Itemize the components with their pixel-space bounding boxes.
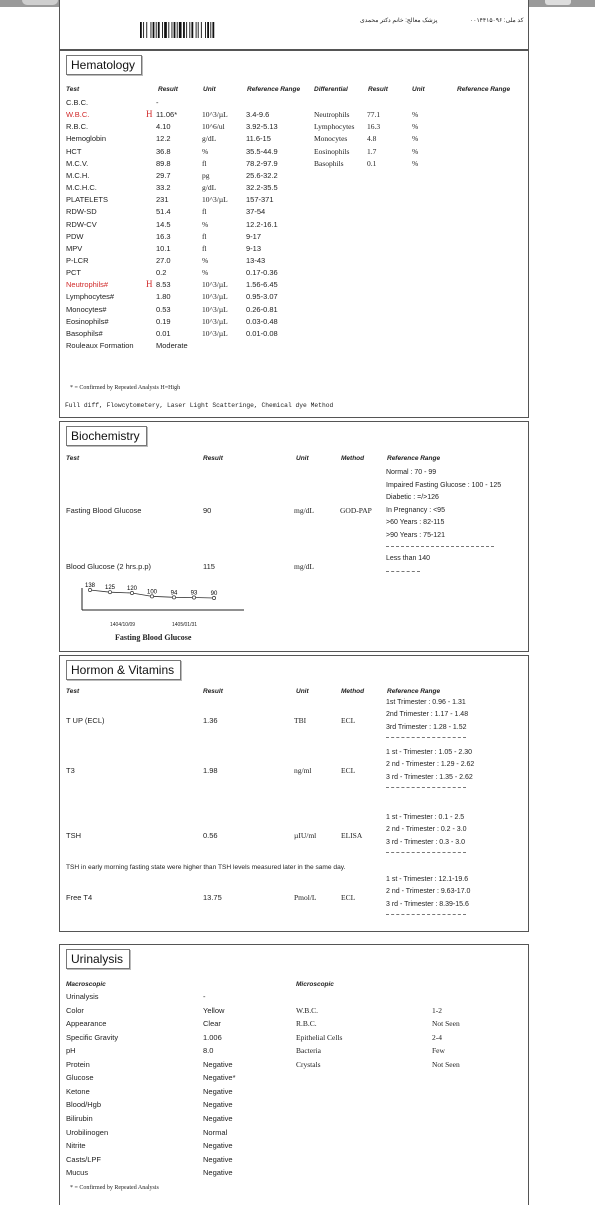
col-header-reference: Reference Range [387, 688, 441, 695]
divider [386, 571, 420, 572]
col-header-diff-unit: Unit [412, 86, 425, 93]
test-unit: 10^3/µL [202, 328, 228, 338]
battery-icon [545, 0, 571, 5]
test-name: Neutrophils# [66, 280, 109, 290]
test-result: 36.8 [156, 146, 171, 156]
reference-line: 2nd Trimester : 1.17 - 1.48 [386, 711, 469, 719]
reference-line: 3rd Trimester : 1.28 - 1.52 [386, 723, 467, 731]
ref-line: >90 Years : 75-121 [386, 531, 445, 539]
test-unit: pg [202, 170, 210, 180]
trend-value-label: 125 [104, 585, 116, 592]
test-result: 4.10 [156, 122, 171, 132]
bg2-result: 115 [203, 562, 215, 571]
micro-result: Not Seen [432, 1059, 460, 1069]
bg2-test: Blood Glucose (2 hrs.p.p) [66, 562, 152, 571]
trend-label: Fasting Blood Glucose [115, 633, 192, 642]
test-result: 11.06* [156, 110, 178, 120]
test-result: - [156, 98, 159, 107]
hormones-card [59, 655, 529, 932]
test-result: 1.98 [203, 766, 218, 775]
test-result: Negative [203, 1100, 233, 1110]
ref-line: >60 Years : 82-115 [386, 519, 445, 526]
test-result: 33.2 [156, 183, 171, 193]
test-result: 8.53 [156, 280, 171, 290]
test-name: Rouleaux Formation [66, 341, 134, 350]
micro-result: Few [432, 1046, 445, 1056]
differential-name: Neutrophils [314, 110, 350, 120]
test-result: Moderate [156, 341, 188, 350]
col-header-diff-reference: Reference Range [457, 86, 511, 93]
test-unit: fl [202, 243, 207, 253]
test-result: 0.56 [203, 831, 218, 840]
test-unit: g/dL [202, 134, 217, 144]
reference-range: 1.56-6.45 [246, 280, 278, 290]
test-unit: % [202, 268, 209, 278]
col-header-result: Result [203, 688, 223, 695]
test-unit: 10^3/µL [202, 304, 228, 314]
test-name: HCT [66, 146, 82, 156]
test-name: pH [66, 1046, 76, 1056]
col-header-reference: Reference Range [247, 86, 301, 93]
reference-range: 37-54 [246, 207, 266, 217]
test-method: ECL [341, 893, 356, 902]
test-name: Eosinophils# [66, 316, 109, 326]
reference-line: 1 st - Trimester : 12.1-19.6 [386, 876, 469, 883]
reference-range: 9-13 [246, 243, 262, 253]
test-unit: Pmol/L [294, 893, 317, 902]
differential-unit: % [412, 158, 419, 168]
test-result: - [203, 992, 206, 1001]
reference-range: 3.4-9.6 [246, 110, 270, 120]
test-name: Casts/LPF [66, 1154, 102, 1164]
test-result: 1.006 [203, 1032, 222, 1042]
test-name: Free T4 [66, 893, 93, 902]
test-result: Yellow [203, 1005, 225, 1015]
reference-range: 25.6-32.2 [246, 170, 278, 180]
high-flag: H [146, 279, 153, 290]
hematology-footnote: * = Confirmed by Repeated Analysis H=High [70, 385, 181, 391]
test-unit: 10^3/µL [202, 195, 228, 205]
test-unit: µIU/ml [294, 831, 317, 840]
test-result: Negative [203, 1086, 233, 1096]
test-result: Negative [203, 1059, 233, 1069]
test-name: Monocytes# [66, 304, 107, 314]
fbs-test: Fasting Blood Glucose [66, 506, 142, 515]
micro-name: Epithelial Cells [296, 1032, 343, 1042]
differential-unit: % [412, 146, 419, 156]
differential-unit: % [412, 110, 419, 120]
test-result: Negative [203, 1141, 233, 1151]
microscopic-header: Microscopic [296, 981, 334, 988]
test-method: ECL [341, 716, 356, 725]
test-result: 12.2 [156, 134, 171, 144]
test-unit: % [202, 255, 209, 265]
test-unit: 10^6/ul [202, 122, 225, 132]
trend-value-label: 120 [126, 586, 138, 592]
test-result: Negative [203, 1154, 233, 1164]
patient-header-card [59, 0, 529, 50]
test-name: T3 [66, 766, 75, 775]
fbs-reference [386, 467, 501, 542]
test-result: Clear [203, 1019, 221, 1029]
section-title: Hormon & Vitamins [66, 660, 181, 680]
test-unit: 10^3/µL [202, 110, 228, 120]
differential-result: 1.7 [367, 146, 377, 156]
fbs-unit: mg/dL [294, 506, 314, 515]
test-name: Color [66, 1005, 84, 1015]
reference-range: 0.95-3.07 [246, 292, 278, 302]
trend-value-label: 94 [170, 590, 178, 597]
divider [386, 914, 466, 915]
trend-value-label: 100 [146, 589, 158, 596]
section-title: Urinalysis [66, 949, 130, 969]
reference-line: 1 st - Trimester : 1.05 - 2.30 [386, 749, 472, 756]
col-header-method: Method [341, 455, 365, 462]
test-unit: fl [202, 207, 207, 217]
reference-range: 78.2-97.9 [246, 158, 278, 168]
test-name: P-LCR [66, 255, 89, 265]
differential-name: Lymphocytes [314, 122, 355, 132]
micro-result: 1-2 [432, 1005, 442, 1015]
col-header-differential: Differential [314, 86, 348, 93]
test-result: 8.0 [203, 1046, 214, 1056]
test-result: 14.5 [156, 219, 171, 229]
urinalysis-card [59, 944, 529, 1205]
test-result: 0.19 [156, 316, 171, 326]
bg2-unit: mg/dL [294, 562, 314, 571]
trend-date-start: 1404/10/09 [110, 622, 136, 628]
urinalysis-footnote: * = Confirmed by Repeated Analysis [70, 1185, 159, 1191]
ref-line: Normal : 70 - 99 [386, 469, 437, 476]
reference-range: 11.6-15 [246, 134, 271, 144]
fbs-method: GOD-PAP [340, 506, 372, 515]
test-result: 13.75 [203, 893, 222, 902]
col-header-unit: Unit [203, 86, 216, 93]
test-name: M.C.H. [66, 170, 90, 180]
test-name: Mucus [66, 1168, 89, 1178]
reference-line: 3 rd - Trimester : 1.35 - 2.62 [386, 773, 473, 781]
differential-result: 4.8 [367, 134, 377, 144]
micro-result: Not Seen [432, 1019, 460, 1029]
test-result: 0.01 [156, 328, 171, 338]
divider [386, 546, 494, 547]
differential-result: 77.1 [367, 110, 381, 120]
differential-unit: % [412, 122, 419, 132]
reference-line: 3 rd - Trimester : 8.39-15.6 [386, 900, 469, 908]
section-title: Hematology [66, 55, 142, 75]
col-header-result: Result [158, 86, 178, 93]
test-name: M.C.V. [66, 158, 89, 168]
test-name: PLATELETS [66, 195, 108, 205]
reference-range: 9-17 [246, 231, 262, 241]
test-unit: fl [202, 231, 207, 241]
test-name: MPV [66, 243, 83, 253]
divider [386, 787, 466, 788]
test-name: Specific Gravity [66, 1032, 119, 1042]
doctor-name: پزشک معالج: خانم دکتر محمدی [360, 18, 438, 24]
test-name: RDW-SD [66, 207, 97, 217]
trend-value-label: 138 [84, 583, 96, 589]
reference-line: 2 nd - Trimester : 0.2 - 3.0 [386, 826, 467, 834]
test-name: M.C.H.C. [66, 183, 97, 193]
tsh-note: TSH in early morning fasting state were higher than TSH levels measured later in the same day. [66, 864, 346, 871]
test-unit: g/dL [202, 183, 217, 193]
test-name: Glucose [66, 1073, 94, 1083]
divider [386, 852, 466, 853]
col-header-diff-result: Result [368, 86, 388, 93]
reference-range: 3.92-5.13 [246, 122, 278, 132]
test-result: 0.2 [156, 268, 167, 278]
test-name: RDW-CV [66, 219, 97, 229]
status-pill [22, 0, 58, 5]
method-note: Full diff, Flowcytometery, Laser Light Scatteringe, Chemical dye Method [65, 402, 334, 409]
differential-result: 0.1 [367, 158, 377, 168]
test-unit: 10^3/µL [202, 280, 228, 290]
test-name: Protein [66, 1059, 90, 1069]
ref-line: In Pregnancy : <95 [386, 506, 445, 514]
trend-date-end: 1405/01/31 [172, 622, 198, 628]
micro-name: W.B.C. [296, 1005, 319, 1015]
reference-line: 2 nd - Trimester : 1.29 - 2.62 [386, 761, 475, 769]
test-name: PDW [66, 231, 84, 241]
patient-code: کد ملی: ۰۰۱۴۴۱۵۰۹۶ [470, 18, 524, 24]
test-result: Normal [203, 1127, 228, 1137]
test-result: 27.0 [156, 255, 171, 265]
test-unit: % [202, 219, 209, 229]
test-name: TSH [66, 831, 81, 840]
test-result: 89.8 [156, 158, 171, 168]
reference-range: 0.03-0.48 [246, 316, 278, 326]
macroscopic-header: Macroscopic [66, 981, 106, 988]
col-header-reference: Reference Range [387, 455, 441, 462]
reference-range: 157-371 [246, 195, 274, 205]
test-name: Ketone [66, 1086, 90, 1096]
differential-name: Basophils [314, 158, 344, 168]
trend-value-label: 90 [210, 591, 218, 597]
test-name: W.B.C. [66, 110, 90, 120]
test-method: ELISA [341, 831, 363, 840]
barcode [140, 22, 240, 39]
reference-line: 2 nd - Trimester : 9.63-17.0 [386, 888, 471, 896]
test-unit: ng/ml [294, 766, 312, 775]
reference-range: 12.2-16.1 [246, 219, 278, 229]
test-name: Appearance [66, 1019, 107, 1029]
differential-name: Monocytes [314, 134, 348, 144]
test-result: 16.3 [156, 231, 171, 241]
micro-name: R.B.C. [296, 1019, 317, 1029]
test-name: Urinalysis [66, 992, 99, 1001]
test-unit: TBI [294, 716, 307, 725]
test-result: 10.1 [156, 243, 171, 253]
fbs-result: 90 [203, 506, 212, 515]
reference-range: 0.01-0.08 [246, 328, 278, 338]
reference-range: 35.5-44.9 [246, 146, 278, 156]
test-name: Bilirubin [66, 1113, 93, 1123]
test-unit: 10^3/µL [202, 292, 228, 302]
test-result: Negative [203, 1168, 233, 1178]
reference-line: 3 rd - Trimester : 0.3 - 3.0 [386, 838, 465, 846]
test-result: 1.80 [156, 292, 171, 302]
reference-line: 1st Trimester : 0.96 - 1.31 [386, 699, 466, 706]
test-result: 51.4 [156, 207, 171, 217]
test-result: 1.36 [203, 716, 218, 725]
test-name: Basophils# [66, 328, 103, 338]
trend-value-label: 93 [190, 590, 198, 597]
col-header-unit: Unit [296, 688, 309, 695]
test-result: 231 [156, 195, 169, 205]
test-result: 29.7 [156, 170, 171, 180]
micro-name: Crystals [296, 1059, 321, 1069]
test-name: T UP (ECL) [66, 716, 105, 725]
test-name: Hemoglobin [66, 134, 107, 144]
micro-name: Bacteria [296, 1046, 321, 1056]
col-header-test: Test [66, 86, 80, 93]
test-name: PCT [66, 268, 81, 278]
section-title: Biochemistry [66, 426, 147, 446]
differential-result: 16.3 [367, 122, 381, 132]
test-result: Negative* [203, 1073, 236, 1083]
biochemistry-card [59, 421, 529, 652]
test-unit: fl [202, 158, 207, 168]
divider [386, 737, 466, 738]
test-result: 0.53 [156, 304, 171, 314]
test-unit: % [202, 146, 209, 156]
hematology-card [59, 50, 529, 418]
test-unit: 10^3/µL [202, 316, 228, 326]
test-name: R.B.C. [66, 122, 89, 132]
col-header-unit: Unit [296, 455, 309, 462]
test-name: Lymphocytes# [66, 292, 115, 302]
test-name: C.B.C. [66, 98, 89, 107]
test-name: Blood/Hgb [66, 1100, 102, 1110]
differential-unit: % [412, 134, 419, 144]
differential-name: Eosinophils [314, 146, 350, 156]
ref-line: Impaired Fasting Glucose : 100 - 125 [386, 481, 502, 489]
reference-line: 1 st - Trimester : 0.1 - 2.5 [386, 814, 465, 821]
reference-range: 13-43 [246, 255, 266, 265]
col-header-result: Result [203, 455, 223, 462]
test-name: Urobilinogen [66, 1127, 109, 1137]
micro-result: 2-4 [432, 1032, 442, 1042]
reference-range: 0.17-0.36 [246, 268, 278, 278]
col-header-test: Test [66, 455, 80, 462]
reference-range: 0.26-0.81 [246, 304, 278, 314]
test-method: ECL [341, 766, 356, 775]
bg2-reference: Less than 140 [386, 555, 430, 562]
reference-range: 32.2-35.5 [246, 183, 278, 193]
test-result: Negative [203, 1113, 233, 1123]
test-name: Nitrite [66, 1141, 86, 1151]
glucose-trend-chart [78, 582, 248, 622]
col-header-test: Test [66, 688, 80, 695]
ref-line: Diabetic : =/>126 [386, 494, 439, 501]
high-flag: H [146, 109, 153, 120]
col-header-method: Method [341, 688, 365, 695]
